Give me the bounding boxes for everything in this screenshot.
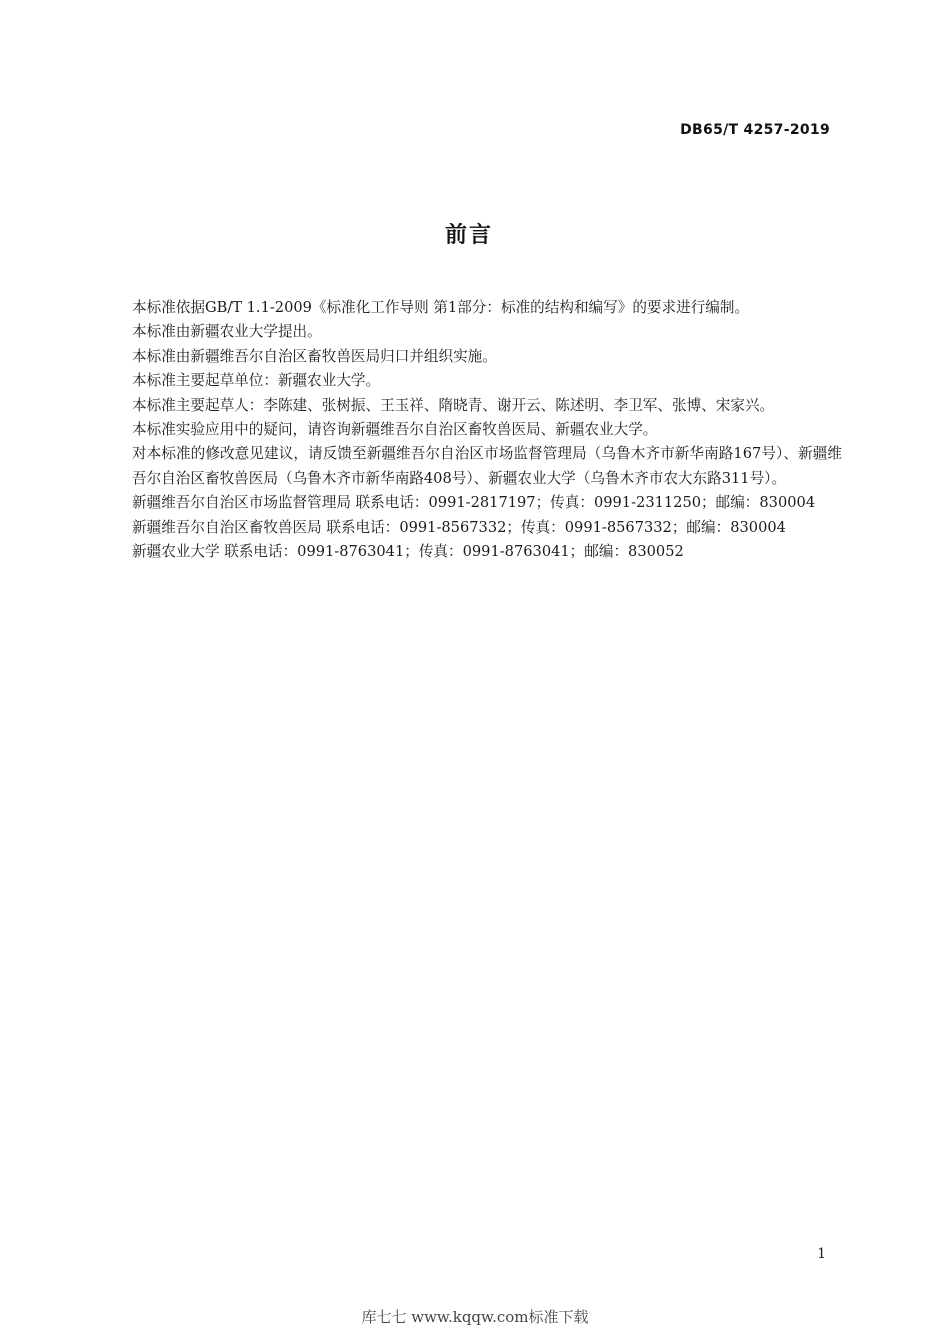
paragraph-administrator: 本标准由新疆维吾尔自治区畜牧兽医局归口并组织实施。 (132, 347, 497, 365)
document-code: DB65/T 4257-2019 (680, 122, 830, 138)
paragraph-inquiries: 本标准实验应用中的疑问，请咨询新疆维吾尔自治区畜牧兽医局、新疆农业大学。 (132, 421, 658, 439)
paragraph-drafting-unit: 本标准主要起草单位：新疆农业大学。 (132, 372, 381, 390)
contact-agricultural-university: 新疆农业大学 联系电话：0991-8763041；传真：0991-8763041；邮编：830052 (132, 543, 684, 561)
footer-watermark: 库七七 www.kqqw.com标准下载 (361, 1308, 589, 1326)
paragraph-feedback: 对本标准的修改意见建议，请反馈至新疆维吾尔自治区市场监督管理局（乌鲁木齐市新华南路167号）、新疆维吾尔自治区畜牧兽医局（乌鲁木齐市新华南路408号）、新疆农业大学（乌鲁木齐市农大东路311号）。 (132, 445, 842, 487)
contact-animal-husbandry: 新疆维吾尔自治区畜牧兽医局 联系电话：0991-8567332；传真：0991-8567332；邮编：830004 (132, 518, 786, 536)
paragraph-proposer: 本标准由新疆农业大学提出。 (132, 323, 322, 341)
foreword-body (132, 296, 842, 564)
paragraph-drafters: 本标准主要起草人：李陈建、张树振、王玉祥、隋晓青、谢开云、陈述明、李卫军、张博、宋家兴。 (132, 396, 775, 414)
paragraph-basis: 本标准依据GB/T 1.1-2009《标准化工作导则 第1部分：标准的结构和编写》的要求进行编制。 (132, 299, 750, 316)
page-number: 1 (817, 1246, 826, 1262)
page-title: 前言 (444, 223, 493, 248)
contact-market-supervision: 新疆维吾尔自治区市场监督管理局 联系电话：0991-2817197；传真：0991-2311250；邮编：830004 (132, 494, 816, 512)
